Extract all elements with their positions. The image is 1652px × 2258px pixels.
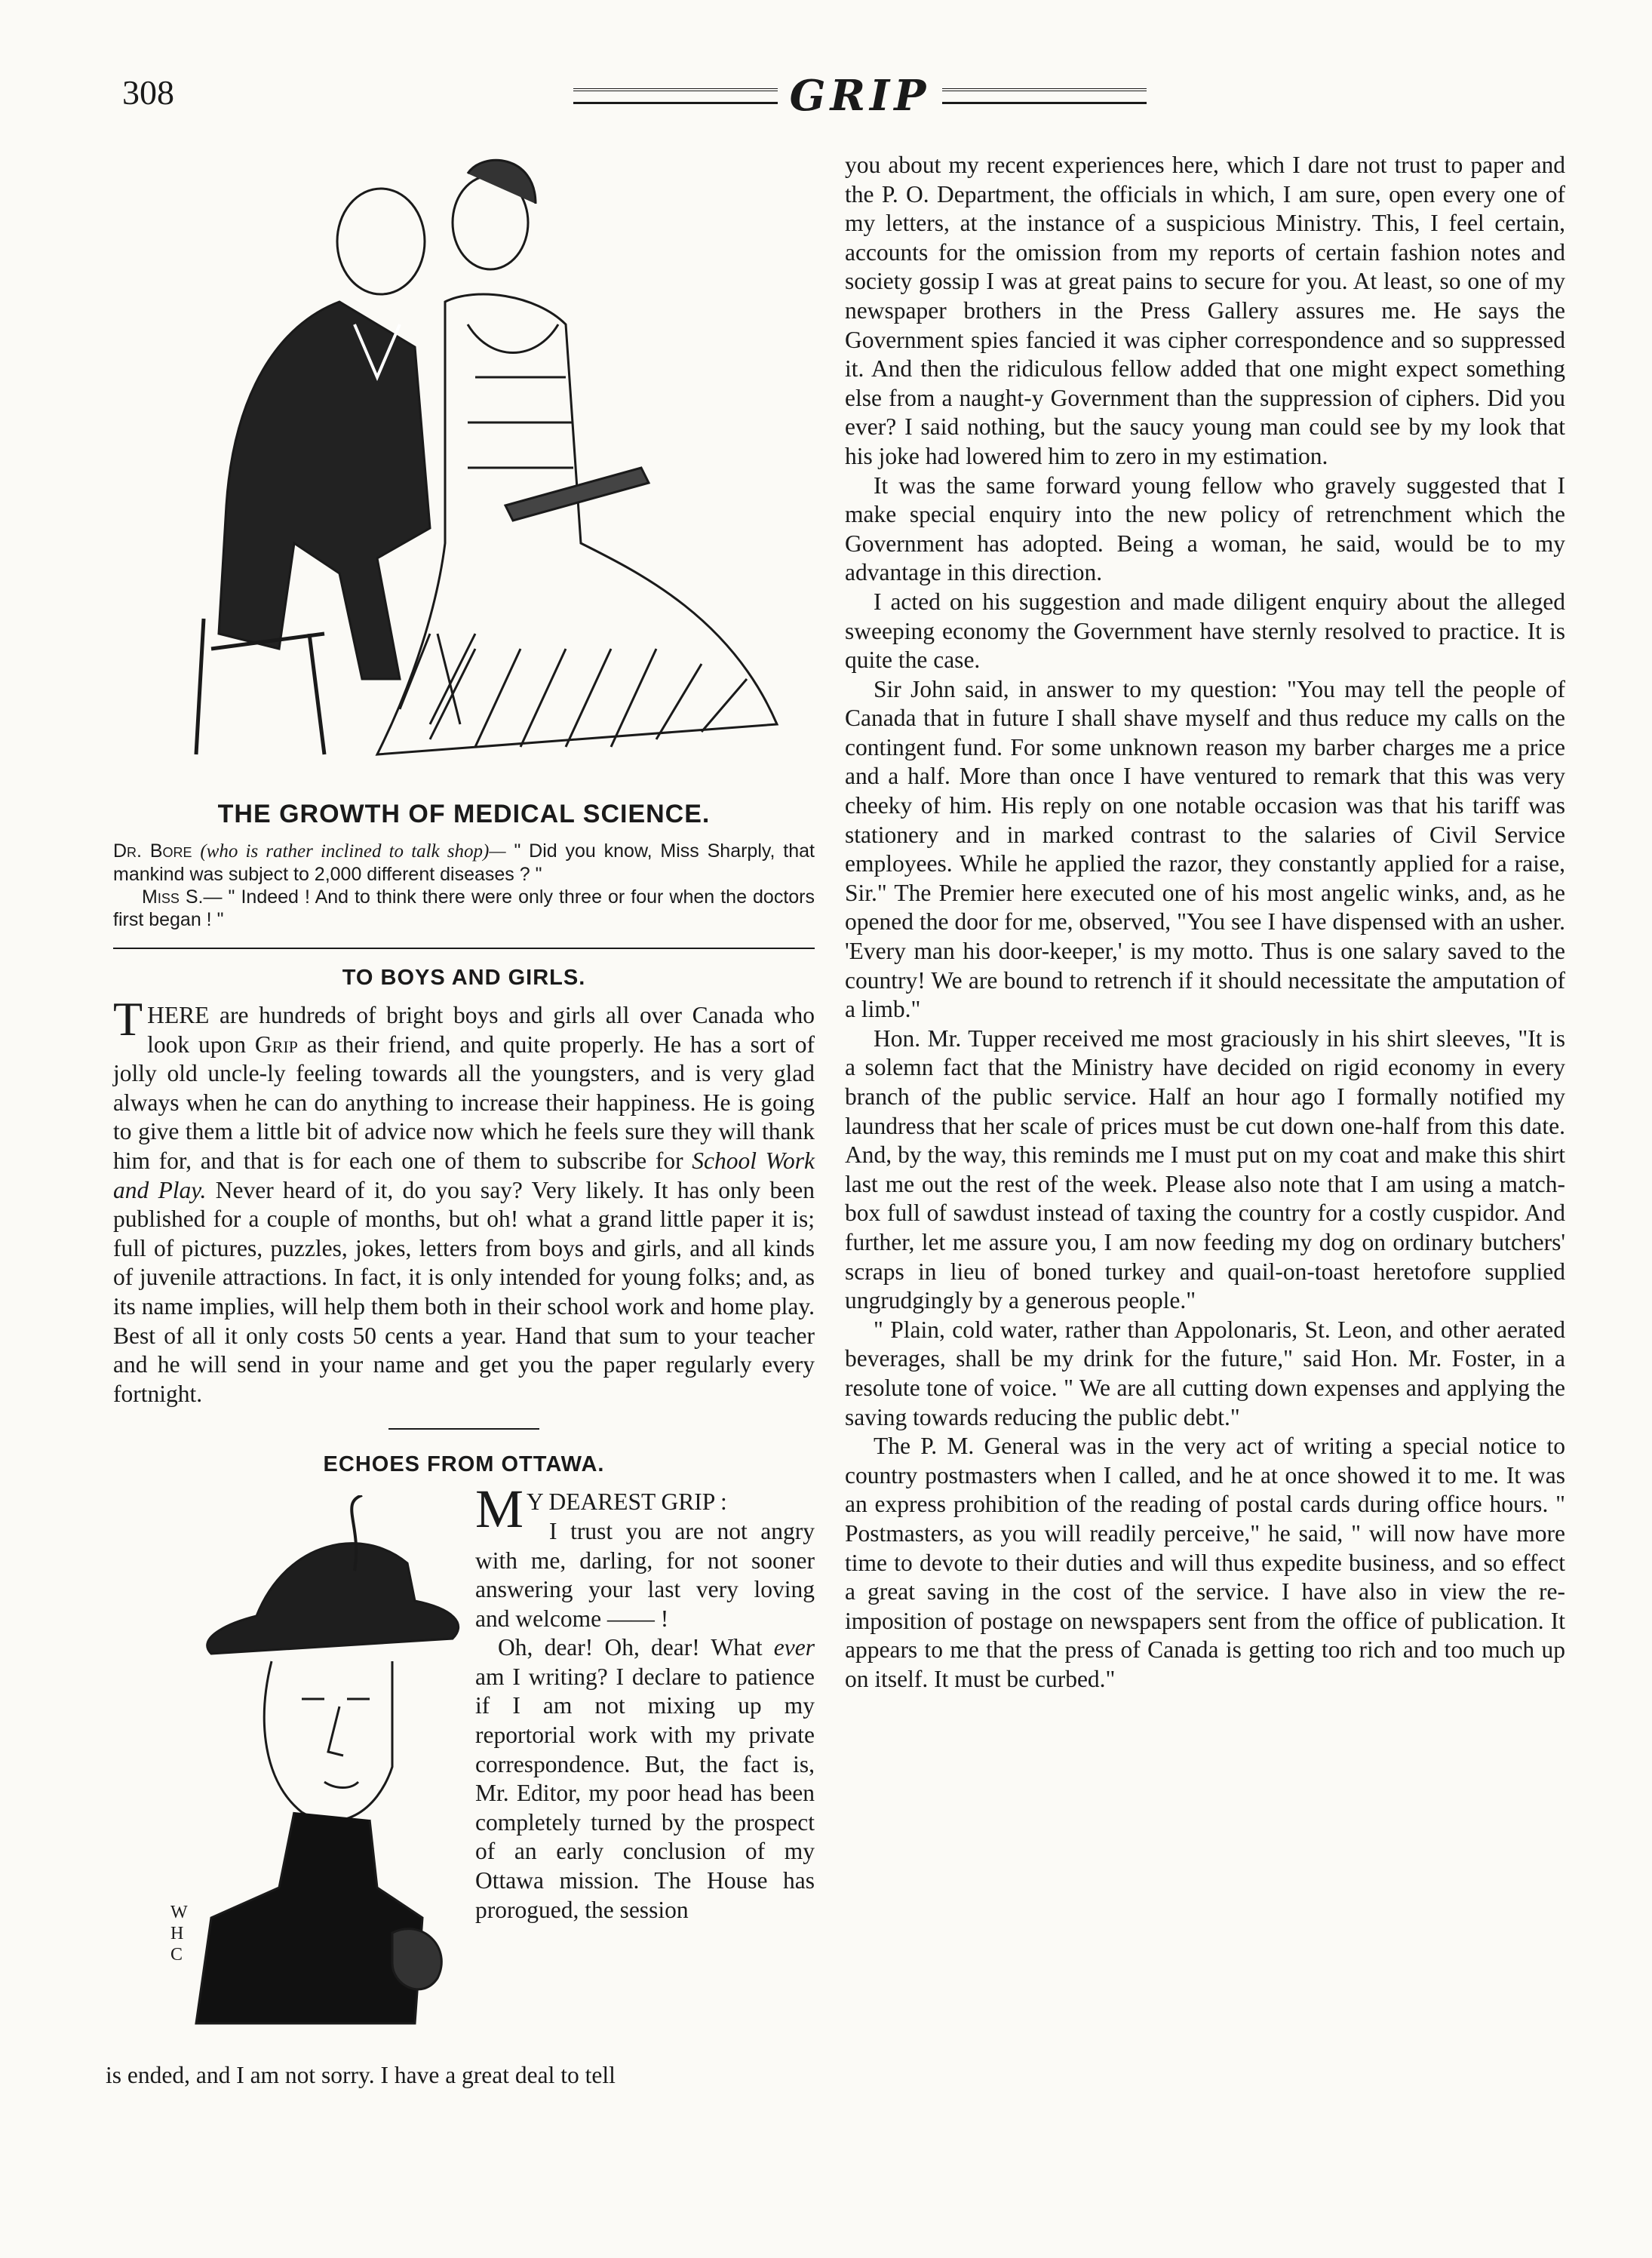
boys-girls-text-b: as their friend, and quite properly. He has a sort of jolly old uncle-ly feeling towards all the youngsters, and is very glad always when he can do anything to increase their happiness. He is going to give them a little bit of advice now which he feels sure they will thank him for, and that is for each one of them to subscribe for: [113, 1031, 815, 1174]
cartoon-title: THE GROWTH OF MEDICAL SCIENCE.: [217, 800, 711, 828]
right-column: [845, 151, 1565, 1694]
doctor-and-lady-engraving: [113, 151, 815, 785]
caption-dialogue-1: " Did you know, Miss Sharply, that mankind was subject to 2,000 different diseases ? ": [113, 840, 815, 885]
echoes-p2-b: am I writing? I declare to patience if I am not mixing up my reportorial work with my private correspondence. But, the fact is, Mr. Editor, my poor head has been completely turned by the prospect of an early conclusion of my Ottawa mission. The House has prorogued, the session: [475, 1663, 815, 1923]
caption-line-2: [113, 886, 815, 931]
masthead-title: GRIP: [789, 71, 931, 121]
echoes-paragraph-1: I trust you are not angry with me, darling, for not sooner answering your last very loving and welcome —— !: [475, 1517, 815, 1632]
echoes-p2-a: Oh, dear! Oh, dear! What: [498, 1634, 774, 1661]
boys-girls-heading: TO BOYS AND GIRLS.: [342, 966, 586, 990]
caption-speaker-1: Dr. Bore: [113, 840, 192, 862]
right-paragraph-1: you about my recent experiences here, which I dare not trust to paper and the P. O. Department, the officials in which, I am sure, open every one of my letters, at the instance of a suspicious Ministry. This, I feel certain, accounts for the omission from my reports of certain fashion notes and society gossip I was at great pains to secure for you. At least, so one of my newspaper brothers in the Press Gallery assures me. He says the Government spies fancied it was cipher correspondence and so suppressed it. And then the ridiculous fellow added that one might expect something else from a naught-y Government than the suppression of ciphers. Did you ever? I said nothing, but the saucy young man could see by my look that his joke had lowered him to zero in my estimation.: [845, 152, 1565, 469]
caption-stage-direction: (who is rather inclined to talk shop)—: [200, 841, 506, 862]
grip-mention: Grip: [254, 1031, 298, 1058]
artist-initials: W H C: [170, 1903, 188, 1965]
portrait-engraving: [166, 1495, 483, 2038]
cartoon-caption: [113, 840, 815, 931]
right-paragraph-6: " Plain, cold water, rather than Appolonaris, St. Leon, and other aerated beverages, shall be my drink for the future," said Hon. Mr. Foster, in a resolute tone of voice. " We are all cutting down expenses and applying the saving towards reducing the public debt.": [845, 1316, 1565, 1430]
echoes-article: [106, 1479, 815, 2091]
caption-line-1: [113, 840, 815, 886]
masthead-rule-right: [942, 88, 1147, 104]
right-paragraph-4: Sir John said, in answer to my question: "You may tell the people of Canada that in future I shall shave myself and thus reduce my calls on the contingent fund. For some unknown reason my barber charges me a price and a half. More than once I have ventured to remark that this was very cheeky of him. His reply on one notable occasion was that his tariff was stationery and in marked contrast to the salaries of Civil Service employees. While he applied the razor, they constantly applied for a raise, Sir." The Premier here executed one of his most angelic winks, and, as he opened the door for me, observed, "You see I have dispensed with an usher. 'Every man his door-keeper,' is my motto. Thus is one salary saved to the country! We are bound to retrench if it should necessitate the amputation of a limb.": [845, 675, 1565, 1023]
right-paragraph-3: I acted on his suggestion and made diligent enquiry about the alleged sweeping economy the Government have sternly resolved to practice. It is quite the case.: [845, 588, 1565, 674]
caption-speaker-2: Miss S.—: [142, 886, 223, 908]
right-paragraph-2: It was the same forward young fellow who gravely suggested that I make special enquiry into the new policy of retrenchment which the Government has adopted. Being a woman, he said, would be to my advantage in this direction.: [845, 472, 1565, 586]
woman-portrait-illustration: [166, 1495, 483, 2038]
short-divider: [388, 1428, 539, 1430]
boys-girls-article: [113, 992, 815, 1409]
echoes-p2-ever: ever: [773, 1634, 815, 1661]
paper-name: School Work and Play.: [113, 1147, 815, 1203]
masthead: [573, 69, 1147, 122]
echoes-paragraph-2: [475, 1633, 815, 1925]
salutation-text: Y DEAREST GRIP :: [527, 1488, 727, 1516]
right-paragraph-5: Hon. Mr. Tupper received me most graciously in his shirt sleeves, "It is a solemn fact that the Ministry have decided on rigid economy in every branch of the public service. Half an hour ago I formally notified my laundress that her scale of prices must be cut down one-half from this date. And, by the way, this reminds me I must put on my coat and make this shirt last me out the rest of the week. Please also note that I am using a match-box full of sawdust instead of taxing the country for a costly cuspidor. And further, let me assure you, I am now feeding my dog on ordinary butchers' scraps in lieu of boned turkey and quail-on-toast heretofore supplied ungrudgingly by a generous people.": [845, 1025, 1565, 1314]
masthead-rule-left: [573, 88, 778, 104]
boys-girls-text-c: Never heard of it, do you say? Very likely. It has only been published for a couple of months, but oh! what a grand little paper it is; full of pictures, puzzles, jokes, letters from boys and girls, and all kinds of juvenile attractions. In fact, it is only intended for young folks; and, as its name implies, will help them both in their school work and home play. Best of all it only costs 50 cents a year. Hand that sum to your teacher and he will send in your name and get you the paper regularly every fortnight.: [113, 1176, 815, 1407]
cartoon-illustration: [113, 151, 815, 785]
echoes-heading: ECHOES FROM OTTAWA.: [323, 1452, 605, 1477]
dropcap: T: [113, 992, 143, 1046]
echoes-initial: M: [475, 1479, 524, 1540]
echoes-letter-opening: [475, 1479, 815, 1925]
caption-dialogue-2: " Indeed ! And to think there were only three or four when the doctors first began ! ": [113, 886, 815, 930]
echoes-salutation: [475, 1479, 815, 1540]
page-number: 308: [122, 73, 174, 112]
echoes-tail-line: is ended, and I am not sorry. I have a great deal to tell: [106, 2062, 616, 2089]
left-column: [106, 151, 815, 2091]
boys-girls-text-a: HERE are hundreds of bright boys and girls all over Canada who look upon: [147, 1002, 815, 1058]
right-paragraph-7: The P. M. General was in the very act of writing a special notice to country postmasters when I called, and he at once showed it to me. It was an express prohibition of the reading of postal cards during office hours. " Postmasters, as you will readily perceive," he said, " will now have more time to devote to their duties and will thus expedite business, and so effect a great saving in the cost of the service. I have also in view the re-imposition of postage on newspapers sent from the office of publication. It appears to me that the press of Canada is getting too rich and too much up on itself. It must be curbed.": [845, 1433, 1565, 1692]
section-divider: [113, 948, 815, 949]
